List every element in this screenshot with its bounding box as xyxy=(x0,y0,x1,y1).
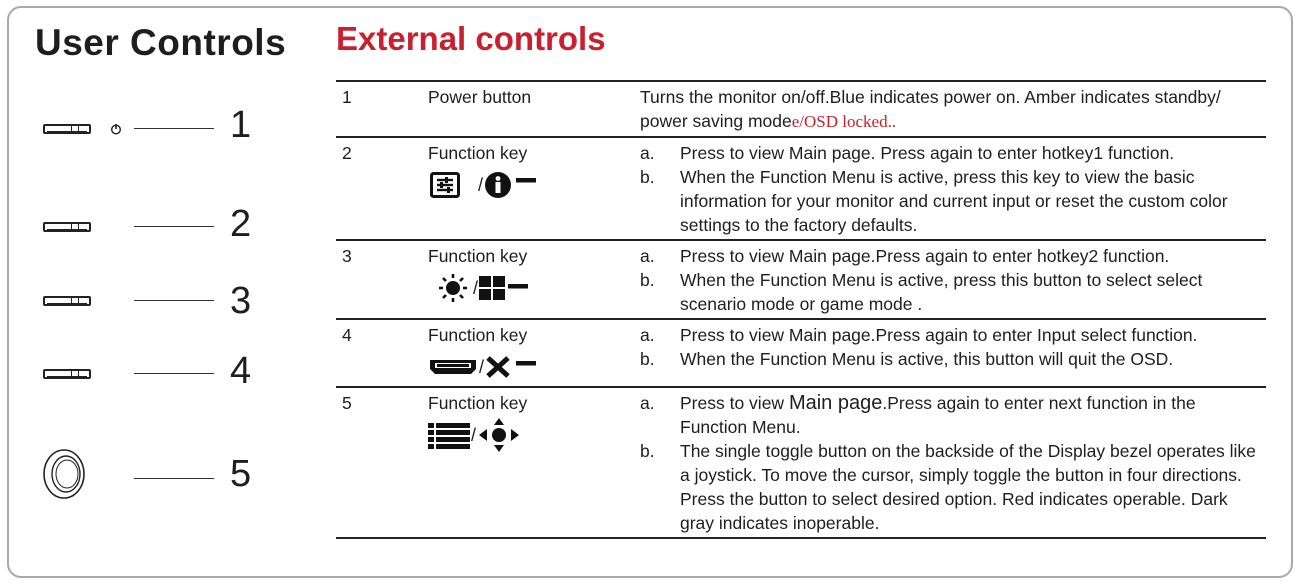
row-key-name: Power button xyxy=(428,87,532,107)
item-letter: a. xyxy=(640,143,655,163)
item-text: Press to view Main page.Press again to enter Input select function. xyxy=(680,325,1198,345)
table-row xyxy=(336,137,1266,240)
joystick-icon xyxy=(42,448,86,500)
close-icon xyxy=(485,355,511,379)
key-icons xyxy=(428,168,640,202)
row-key-cell xyxy=(428,137,640,240)
list-item xyxy=(640,391,1262,439)
item-text: Press to view Main page. Press again to enter hotkey1 function. xyxy=(680,143,1175,163)
slash-separator: / xyxy=(471,425,477,445)
control-number: 1 xyxy=(230,104,252,146)
leader-line xyxy=(134,478,214,479)
row-key-name: Function key xyxy=(428,393,528,413)
power-button-graphic xyxy=(43,124,91,134)
row-key-name: Function key xyxy=(428,143,528,163)
function-button-graphic xyxy=(43,222,91,232)
row-description xyxy=(640,319,1266,387)
item-text: When the Function Menu is active, press this key to view the basic information for your monitor and current input or reset the custom color settings to the factory defaults. xyxy=(680,167,1228,235)
item-text xyxy=(680,391,1262,439)
control-number: 5 xyxy=(230,453,252,495)
function-button-graphic xyxy=(43,369,91,379)
item-letter: a. xyxy=(640,246,655,266)
leader-line xyxy=(134,226,214,227)
function-button-graphic xyxy=(43,296,91,306)
list-item xyxy=(640,323,1262,347)
item-text: When the Function Menu is active, this button will quit the OSD. xyxy=(680,349,1174,369)
user-controls-title: User Controls xyxy=(35,22,287,63)
list-item xyxy=(640,165,1262,237)
row-description xyxy=(640,81,1266,137)
minus-icon xyxy=(516,358,536,368)
brightness-icon xyxy=(434,273,472,303)
item-text-part: Press to view xyxy=(680,393,789,413)
main-page-emphasis: Main page xyxy=(788,392,883,414)
item-text: When the Function Menu is active, press this button to select select scenario mode or game mode . xyxy=(680,270,1203,314)
table-row xyxy=(336,81,1266,137)
row-description xyxy=(640,387,1266,538)
list-item xyxy=(640,439,1262,535)
key-icons xyxy=(428,418,640,452)
power-icon xyxy=(110,123,122,135)
input-port-icon xyxy=(428,358,478,376)
joystick-arrows-icon xyxy=(477,418,521,452)
item-text-part: .Press again to enter next function in the Function Menu. xyxy=(680,393,1196,437)
info-icon xyxy=(484,171,512,199)
table-row xyxy=(336,319,1266,387)
slash-separator: / xyxy=(478,175,484,195)
list-item xyxy=(640,347,1262,371)
power-description-text: Turns the monitor on/off.Blue indicates power on. Amber indicates standby/ power saving mode xyxy=(640,87,1221,131)
list-item xyxy=(640,141,1262,165)
control-number: 3 xyxy=(230,280,252,322)
item-letter: b. xyxy=(640,270,655,290)
minus-icon xyxy=(516,175,536,185)
item-text: The single toggle button on the backside of the Display bezel operates like a joystick. To move the cursor, simply toggle the button in four directions. Press the button to select desired option. Red indicates operable. Dark gray indicates inoperable. xyxy=(680,441,1256,533)
item-letter: a. xyxy=(640,393,655,413)
row-number: 2 xyxy=(342,143,352,163)
row-key-cell xyxy=(428,240,640,319)
row-key-cell xyxy=(428,319,640,387)
table-row xyxy=(336,387,1266,538)
slash-separator: / xyxy=(479,357,485,377)
menu-icon xyxy=(428,420,470,450)
row-description xyxy=(640,137,1266,240)
item-letter: b. xyxy=(640,167,655,187)
control-number: 4 xyxy=(230,350,252,392)
item-text: Press to view Main page.Press again to enter hotkey2 function. xyxy=(680,246,1170,266)
list-item xyxy=(640,244,1262,268)
table-row xyxy=(336,240,1266,319)
external-controls-table xyxy=(336,80,1266,539)
row-number: 5 xyxy=(342,393,352,413)
grid-icon xyxy=(479,276,505,300)
slash-separator: / xyxy=(473,278,479,298)
row-key-cell xyxy=(428,387,640,538)
row-key-name: Function key xyxy=(428,325,528,345)
row-number: 4 xyxy=(342,325,352,345)
item-letter: b. xyxy=(640,349,655,369)
leader-line xyxy=(134,300,214,301)
row-description xyxy=(640,240,1266,319)
settings-sliders-icon xyxy=(430,172,460,198)
key-icons xyxy=(428,350,640,384)
row-number: 3 xyxy=(342,246,352,266)
osd-locked-note: e/OSD locked.. xyxy=(791,112,897,131)
row-number: 1 xyxy=(342,87,352,107)
item-letter: a. xyxy=(640,325,655,345)
row-key-name: Function key xyxy=(428,246,528,266)
leader-line xyxy=(134,373,214,374)
control-number: 2 xyxy=(230,203,252,245)
key-icons xyxy=(428,271,640,305)
item-letter: b. xyxy=(640,441,655,461)
minus-icon xyxy=(508,281,528,291)
leader-line xyxy=(134,128,214,129)
external-controls-title: External controls xyxy=(336,20,606,57)
list-item xyxy=(640,268,1262,316)
